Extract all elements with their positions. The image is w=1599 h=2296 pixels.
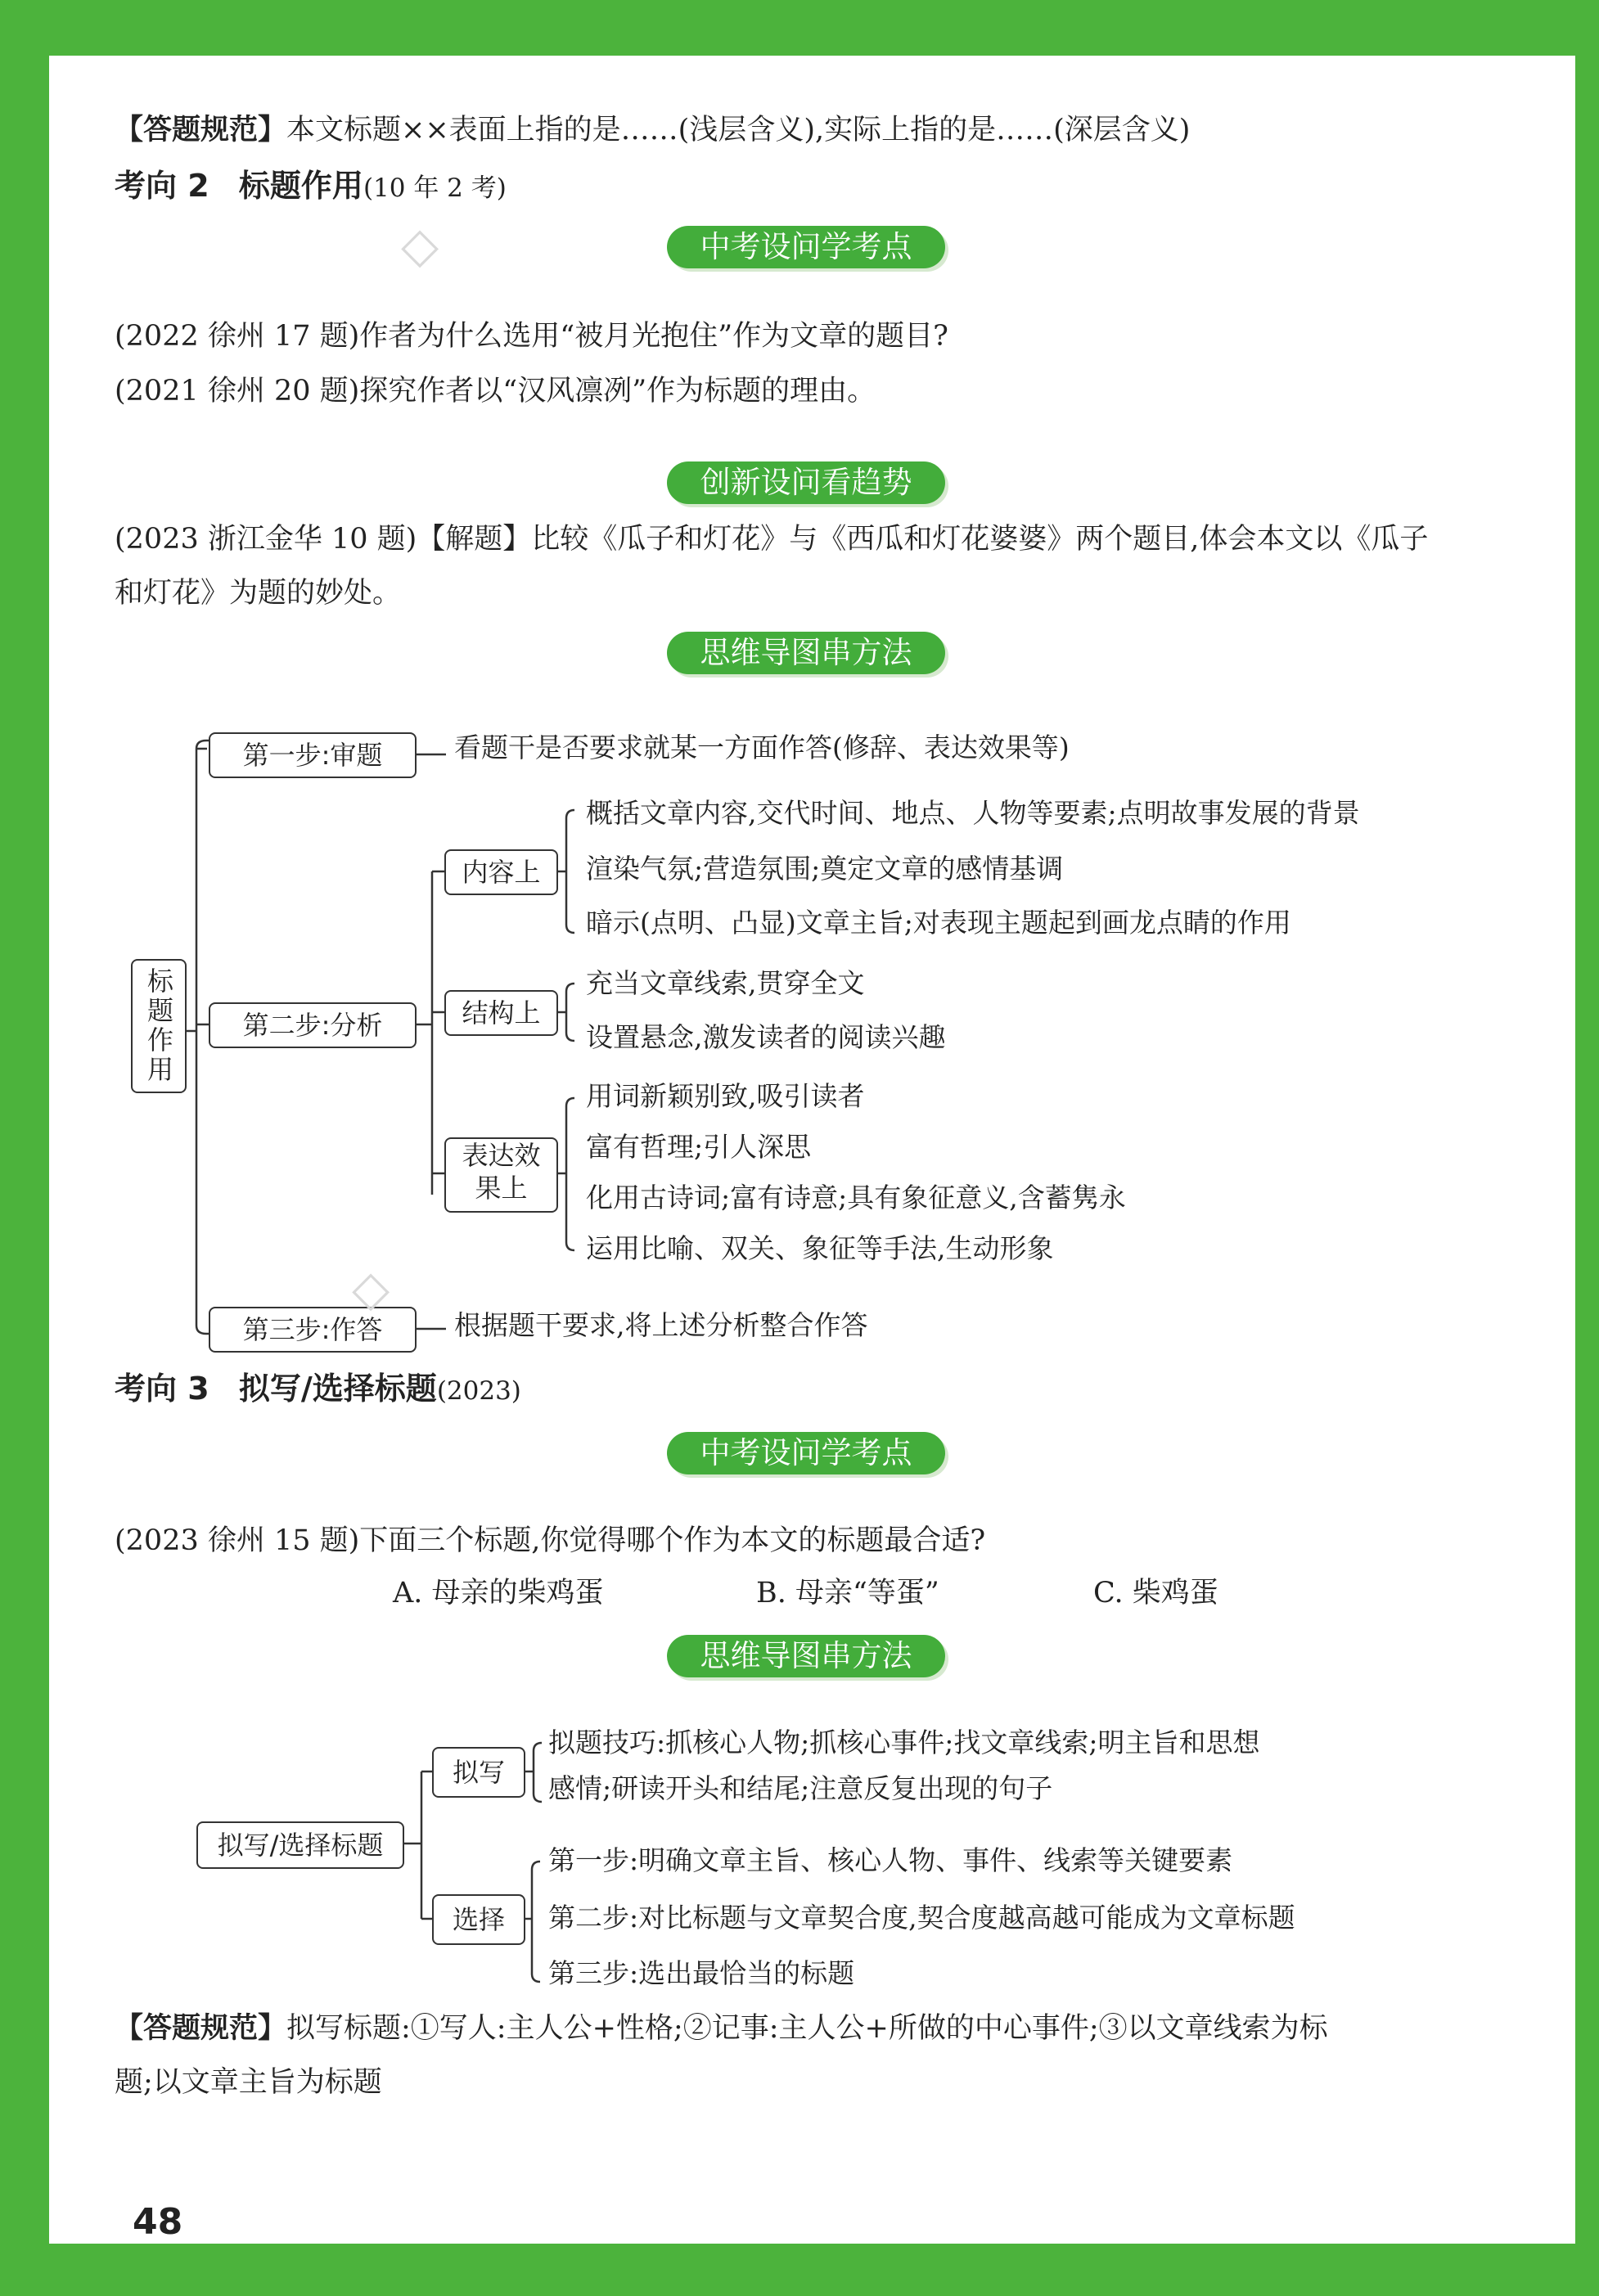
watermark: ◇ xyxy=(352,1260,390,1317)
question-2023-jinhua-line2: 和灯花》为题的妙处。 xyxy=(115,577,402,610)
mindmap1-expression xyxy=(444,1137,558,1213)
question-2022: (2022 徐州 17 题)作者为什么选用“被月光抱住”作为文章的题目? xyxy=(115,320,948,353)
answer-rule-tag: 【答题规范】 xyxy=(115,2012,287,2045)
mindmap1-root xyxy=(131,959,187,1093)
watermark: ◇ xyxy=(401,217,439,274)
section-2-meta: (10 年 2 考) xyxy=(363,173,507,203)
mindmap1-structure: 结构上 xyxy=(444,990,558,1036)
mindmap2-draft-line2: 感情;研读开头和结尾;注意反复出现的句子 xyxy=(548,1772,1053,1804)
section-3-label: 考向 3 xyxy=(115,1371,209,1407)
pill-zhongkao-1: 中考设问学考点 xyxy=(667,226,945,268)
option-a: A. 母亲的柴鸡蛋 xyxy=(393,1577,604,1609)
bottom-answer-rule-line1 xyxy=(115,2010,1328,2047)
mindmap1-structure-item: 充当文章线索,贯穿全文 xyxy=(586,967,865,999)
question-2023-jinhua-line1: (2023 浙江金华 10 题)【解题】比较《瓜子和灯花》与《西瓜和灯花婆婆》两个题目,体会本文以《瓜子 xyxy=(115,523,1429,556)
mindmap1-content: 内容上 xyxy=(444,849,558,895)
section-2-label: 考向 2 xyxy=(115,168,209,204)
mindmap2-choose-item: 第三步:选出最恰当的标题 xyxy=(548,1957,855,1989)
mindmap1-root-text: 标题作用 xyxy=(143,967,174,1085)
mindmap2-choose-item: 第一步:明确文章主旨、核心人物、事件、线索等关键要素 xyxy=(548,1844,1233,1876)
mindmap1-content-item: 概括文章内容,交代时间、地点、人物等要素;点明故事发展的背景 xyxy=(586,797,1360,829)
mindmap1-step3: 第三步:作答 xyxy=(209,1307,417,1353)
mindmap1-expression-line2: 果上 xyxy=(475,1173,528,1204)
mindmap2-choose-item: 第二步:对比标题与文章契合度,契合度越高越可能成为文章标题 xyxy=(548,1902,1295,1934)
page-number: 48 xyxy=(133,2201,183,2243)
mindmap1-expression-item: 运用比喻、双关、象征等手法,生动形象 xyxy=(586,1232,1054,1264)
pill-siwei-1: 思维导图串方法 xyxy=(667,632,945,674)
pill-chuangxin: 创新设问看趋势 xyxy=(667,461,945,504)
mindmap1-step2: 第二步:分析 xyxy=(209,1002,417,1048)
mindmap1-expression-line1: 表达效 xyxy=(462,1140,541,1171)
mindmap1-expression-item: 富有哲理;引人深思 xyxy=(586,1131,812,1163)
question-2021: (2021 徐州 20 题)探究作者以“汉风凛冽”作为标题的理由。 xyxy=(115,375,876,407)
pill-zhongkao-2: 中考设问学考点 xyxy=(667,1432,945,1474)
section-3-heading xyxy=(115,1368,521,1411)
top-answer-rule xyxy=(115,111,1190,149)
mindmap1-content-item: 渲染气氛;营造氛围;奠定文章的感情基调 xyxy=(586,853,1064,885)
mindmap1-step3-text: 根据题干要求,将上述分析整合作答 xyxy=(454,1309,868,1341)
mindmap1-step1-text: 看题干是否要求就某一方面作答(修辞、表达效果等) xyxy=(454,732,1070,763)
answer-rule-text: 本文标题××表面上指的是……(浅层含义),实际上指的是……(深层含义) xyxy=(286,114,1191,146)
mindmap1-structure-item: 设置悬念,激发读者的阅读兴趣 xyxy=(586,1021,946,1053)
section-3-title: 拟写/选择标题 xyxy=(238,1371,437,1407)
mindmap1-expression-item: 化用古诗词;富有诗意;具有象征意义,含蓄隽永 xyxy=(586,1182,1126,1213)
mindmap2-draft-line1: 拟题技巧:抓核心人物;抓核心事件;找文章线索;明主旨和思想 xyxy=(548,1727,1260,1758)
mindmap1-content-item: 暗示(点明、凸显)文章主旨;对表现主题起到画龙点睛的作用 xyxy=(586,907,1291,939)
mindmap2-root: 拟写/选择标题 xyxy=(196,1821,404,1869)
question-2023-xuzhou: (2023 徐州 15 题)下面三个标题,你觉得哪个作为本文的标题最合适? xyxy=(115,1524,986,1557)
mindmap1-expression-item: 用词新颖别致,吸引读者 xyxy=(586,1080,865,1112)
option-c: C. 柴鸡蛋 xyxy=(1093,1577,1218,1609)
answer-rule-text: 拟写标题:①写人:主人公+性格;②记事:主人公+所做的中心事件;③以文章线索为标 xyxy=(286,2012,1328,2045)
mindmap2-choose: 选择 xyxy=(432,1894,525,1945)
answer-rule-tag: 【答题规范】 xyxy=(115,114,287,146)
pill-siwei-2: 思维导图串方法 xyxy=(667,1635,945,1677)
section-2-title: 标题作用 xyxy=(238,168,363,204)
section-2-heading xyxy=(115,165,507,209)
option-b: B. 母亲“等蛋” xyxy=(756,1577,939,1609)
section-3-meta: (2023) xyxy=(436,1376,521,1406)
mindmap1-step1: 第一步:审题 xyxy=(209,732,417,778)
bottom-answer-rule-line2: 题;以文章主旨为标题 xyxy=(115,2066,382,2099)
mindmap2-draft: 拟写 xyxy=(432,1747,525,1798)
